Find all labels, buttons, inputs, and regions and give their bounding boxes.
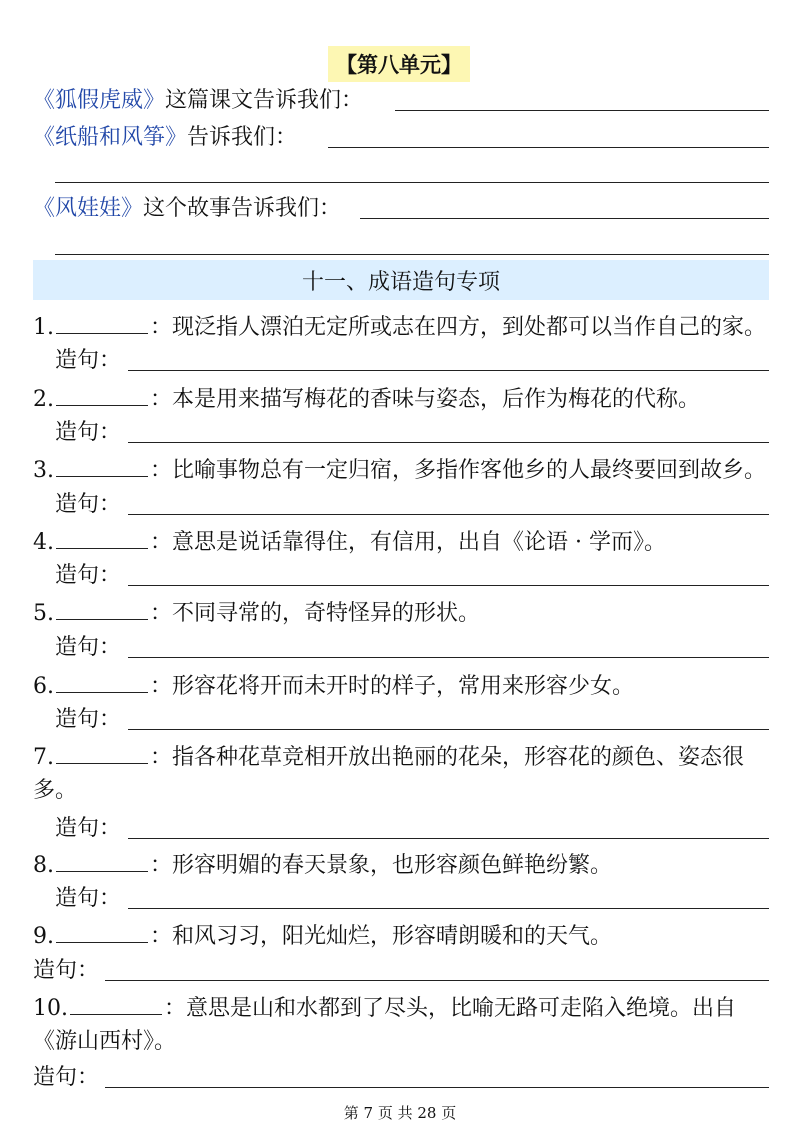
idiom-blank[interactable] (56, 745, 148, 764)
item-definition-continued: 多。 (33, 778, 78, 803)
idiom-blank[interactable] (56, 458, 148, 477)
idiom-blank[interactable] (56, 924, 148, 943)
item-number: 10. (33, 996, 68, 1021)
book-title: 《狐假虎威》 (33, 88, 166, 113)
unit-title: 【第八单元】 (328, 46, 470, 82)
item-definition: ：和风习习，阳光灿烂，形容晴朗暖和的天气。 (150, 924, 613, 949)
sentence-line[interactable] (128, 442, 769, 443)
sentence-label: 造句： (55, 563, 122, 588)
item-definition: ：比喻事物总有一定归宿，多指作客他乡的人最终要回到故乡。 (150, 458, 767, 483)
idiom-item-6 (33, 674, 634, 698)
sentence-line[interactable] (128, 729, 769, 730)
sentence-line[interactable] (128, 370, 769, 371)
sentence-line[interactable] (128, 908, 769, 909)
answer-line[interactable] (55, 254, 769, 255)
idiom-item-8 (33, 853, 612, 877)
sentence-label: 造句： (33, 1065, 100, 1090)
item-definition: ：指各种花草竞相开放出艳丽的花朵，形容花的颜色、姿态很 (150, 745, 745, 770)
page-footer: 第 7 页 共 28 页 (343, 1104, 457, 1122)
answer-line[interactable] (360, 218, 769, 219)
book-title: 《纸船和风筝》 (33, 125, 188, 150)
section-title: 十一、成语造句专项 (301, 269, 500, 295)
book-title: 《风娃娃》 (33, 196, 144, 221)
sentence-line[interactable] (128, 514, 769, 515)
item-definition: ：形容明媚的春天景象，也形容颜色鲜艳纷繁。 (150, 853, 613, 878)
section-banner (33, 260, 769, 300)
item-number: 5. (33, 601, 54, 626)
idiom-item-4 (33, 530, 666, 554)
idiom-item-2 (33, 387, 700, 411)
sentence-line[interactable] (105, 980, 769, 981)
sentence-label: 造句： (55, 492, 122, 517)
sentence-label: 造句： (33, 958, 100, 983)
idiom-blank[interactable] (56, 315, 148, 334)
answer-line[interactable] (55, 182, 769, 183)
sentence-line[interactable] (128, 838, 769, 839)
question-3 (33, 198, 341, 220)
idiom-item-1 (33, 315, 766, 339)
item-definition: ：意思是说话靠得住，有信用，出自《论语 · 学而》。 (150, 530, 666, 555)
sentence-label: 造句： (55, 816, 122, 841)
sentence-line[interactable] (128, 657, 769, 658)
idiom-item-9 (33, 924, 612, 948)
sentence-label: 造句： (55, 420, 122, 445)
item-definition: ：现泛指人漂泊无定所或志在四方，到处都可以当作自己的家。 (150, 315, 767, 340)
question-prompt: 这个故事告诉我们： (143, 196, 342, 221)
item-definition: ：形容花将开而未开时的样子，常用来形容少女。 (150, 674, 635, 699)
item-number: 6. (33, 674, 54, 699)
item-definition: ：不同寻常的，奇特怪异的形状。 (150, 601, 481, 626)
sentence-label: 造句： (55, 886, 122, 911)
item-number: 2. (33, 387, 54, 412)
sentence-line[interactable] (105, 1087, 769, 1088)
item-definition: ：意思是山和水都到了尽头，比喻无路可走陷入绝境。出自 (164, 996, 737, 1021)
sentence-line[interactable] (128, 585, 769, 586)
idiom-blank[interactable] (56, 853, 148, 872)
idiom-item-7 (33, 745, 744, 769)
question-prompt: 这篇课文告诉我们： (165, 88, 364, 113)
idiom-blank[interactable] (56, 387, 148, 406)
item-number: 8. (33, 853, 54, 878)
idiom-blank[interactable] (56, 674, 148, 693)
answer-line[interactable] (395, 110, 769, 111)
sentence-label: 造句： (55, 348, 122, 373)
idiom-item-3 (33, 458, 766, 482)
item-number: 7. (33, 745, 54, 770)
question-prompt: 告诉我们： (187, 125, 298, 150)
idiom-blank[interactable] (56, 530, 148, 549)
idiom-item-10 (33, 996, 736, 1020)
item-number: 1. (33, 315, 54, 340)
item-definition: ：本是用来描写梅花的香味与姿态，后作为梅花的代称。 (150, 387, 701, 412)
item-number: 3. (33, 458, 54, 483)
idiom-blank[interactable] (70, 996, 162, 1015)
sentence-label: 造句： (55, 635, 122, 660)
question-2 (33, 127, 297, 149)
item-number: 4. (33, 530, 54, 555)
sentence-label: 造句： (55, 707, 122, 732)
idiom-blank[interactable] (56, 601, 148, 620)
question-1 (33, 90, 363, 112)
item-number: 9. (33, 924, 54, 949)
item-definition-continued: 《游山西村》。 (33, 1029, 177, 1054)
answer-line[interactable] (328, 147, 769, 148)
idiom-item-5 (33, 601, 480, 625)
